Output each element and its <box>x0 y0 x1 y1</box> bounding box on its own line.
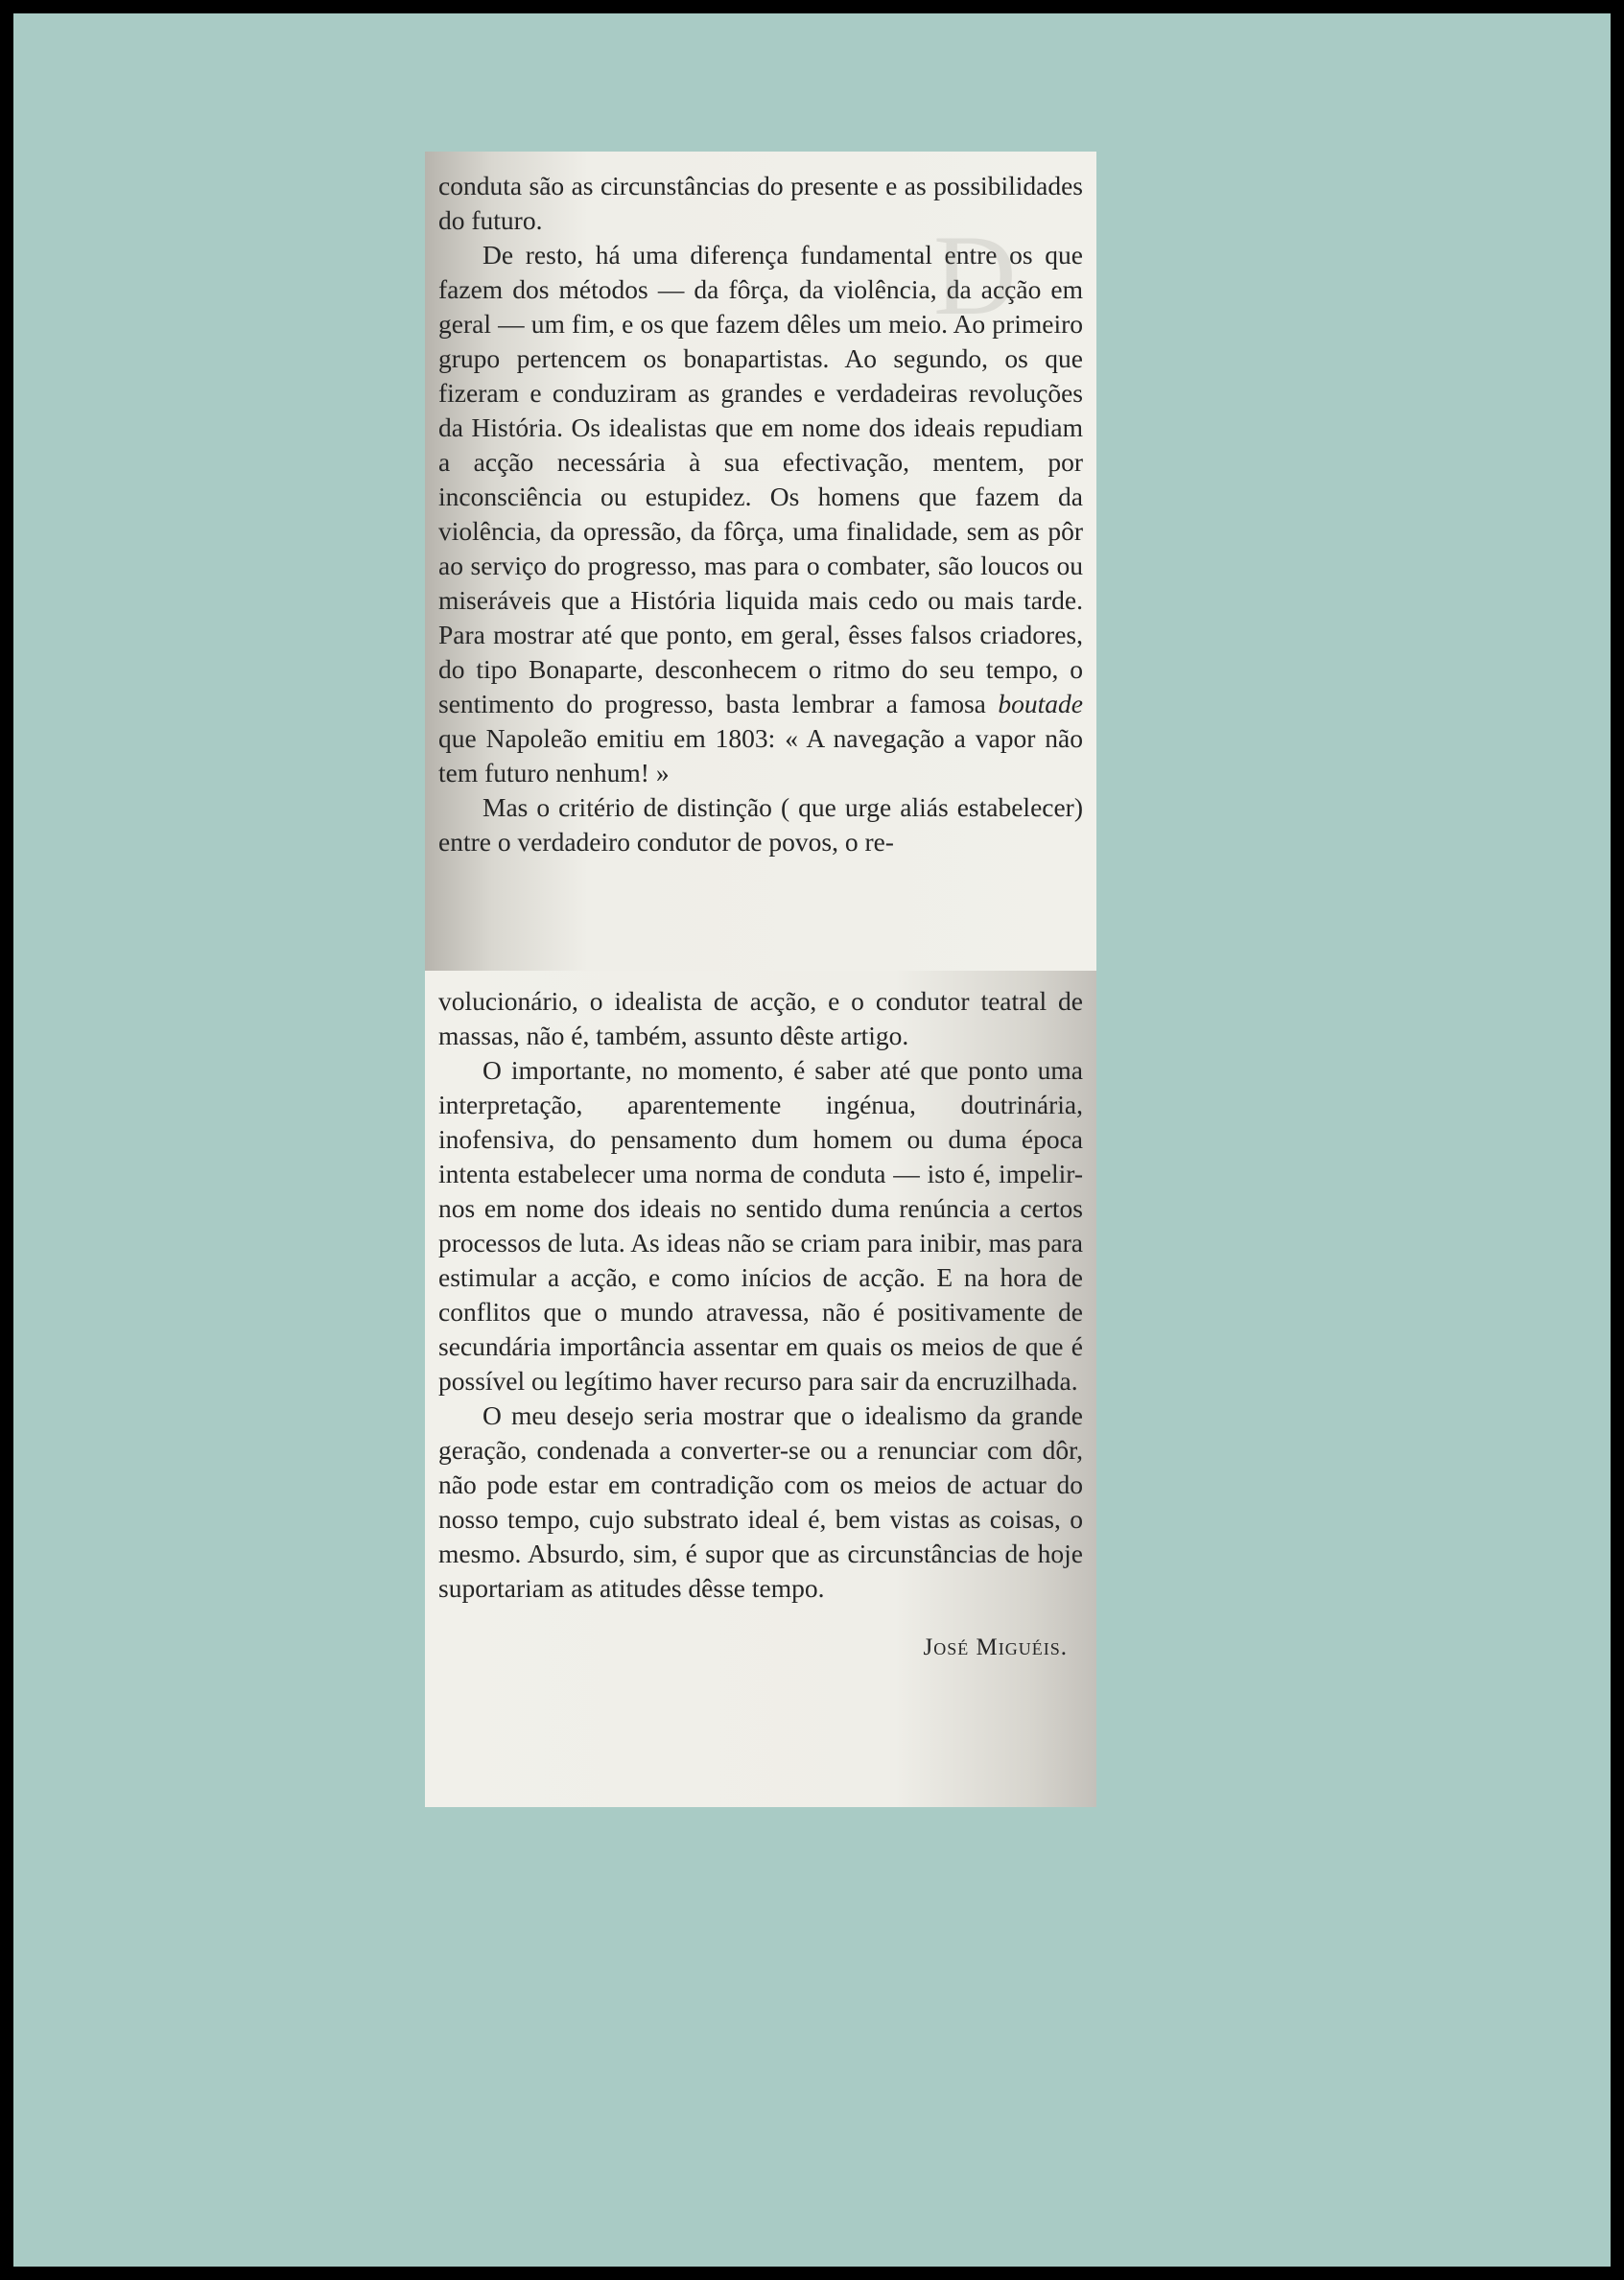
italic-word: boutade <box>998 689 1084 718</box>
paragraph-conclusion: O meu desejo seria mostrar que o idealismo da grande geração, condenada a converter-se ou a renunciar com dôr, não pode estar em contradição com os meios de actuar do nosso tempo, cujo substrato ideal é, bem vistas as coisas, o mesmo. Absurdo, sim, é supor que as circunstâncias de hoje suportariam as atitudes dêsse tempo. <box>438 1400 1083 1603</box>
paragraph-distinction: Mas o critério de distinção ( que urge aliás estabelecer) entre o verdadeiro condutor de povos, o re- <box>438 792 1083 857</box>
bleed-through-mark: D <box>933 211 1017 339</box>
clipping-lower <box>425 971 1096 1807</box>
paragraph-text-quote: que Napoleão emitiu em 1803: « A navegação a vapor não tem futuro nenhum! » <box>438 723 1083 787</box>
paragraph-continuation: conduta são as circunstâncias do presente e as possibilidades do futuro. <box>438 171 1083 235</box>
paragraph-continuation: volucionário, o idealista de acção, e o condutor teatral de massas, não é, também, assunto dêste artigo. <box>438 986 1083 1050</box>
clipping-upper <box>425 152 1096 976</box>
author-signature: José Miguéis. <box>923 1634 1068 1660</box>
paragraph-text: De resto, há uma diferença fundamental entre os que fazem dos métodos — da fôrça, da violência, da acção em geral — um fim, e os que fazem dêles um meio. Ao primeiro grupo pertencem os bonapartistas. Ao segundo, os que fizeram e conduziram as grandes e verdadeiras revoluções da História. Os idealistas que em nome dos ideais repudiam a acção necessária à sua efectivação, mentem, por inconsciência ou estupidez. Os homens que fazem da violência, da opressão, da fôrça, uma finalidade, sem as pôr ao serviço do progresso, mas para o combater, são loucos ou miseráveis que a História liquida mais cedo ou mais tarde. Para mostrar até que ponto, em geral, êsses falsos criadores, do tipo Bonaparte, desconhecem o ritmo do seu tempo, o sentimento do progresso, basta lembrar a famosa <box>438 240 1083 718</box>
paragraph-interpretation: O importante, no momento, é saber até que ponto uma interpretação, aparentemente ingénua, doutrinária, inofensiva, do pensamento dum homem ou duma época intenta estabelecer uma norma de conduta — isto é, impelir-nos em nome dos ideais no sentido duma renúncia a certos processos de luta. As ideas não se criam para inibir, mas para estimular a acção, e como inícios de acção. E na hora de conflitos que o mundo atravessa, não é positivamente de secundária importância assentar em quais os meios de que é possível ou legítimo haver recurso para sair da encruzilhada. <box>438 1055 1083 1396</box>
